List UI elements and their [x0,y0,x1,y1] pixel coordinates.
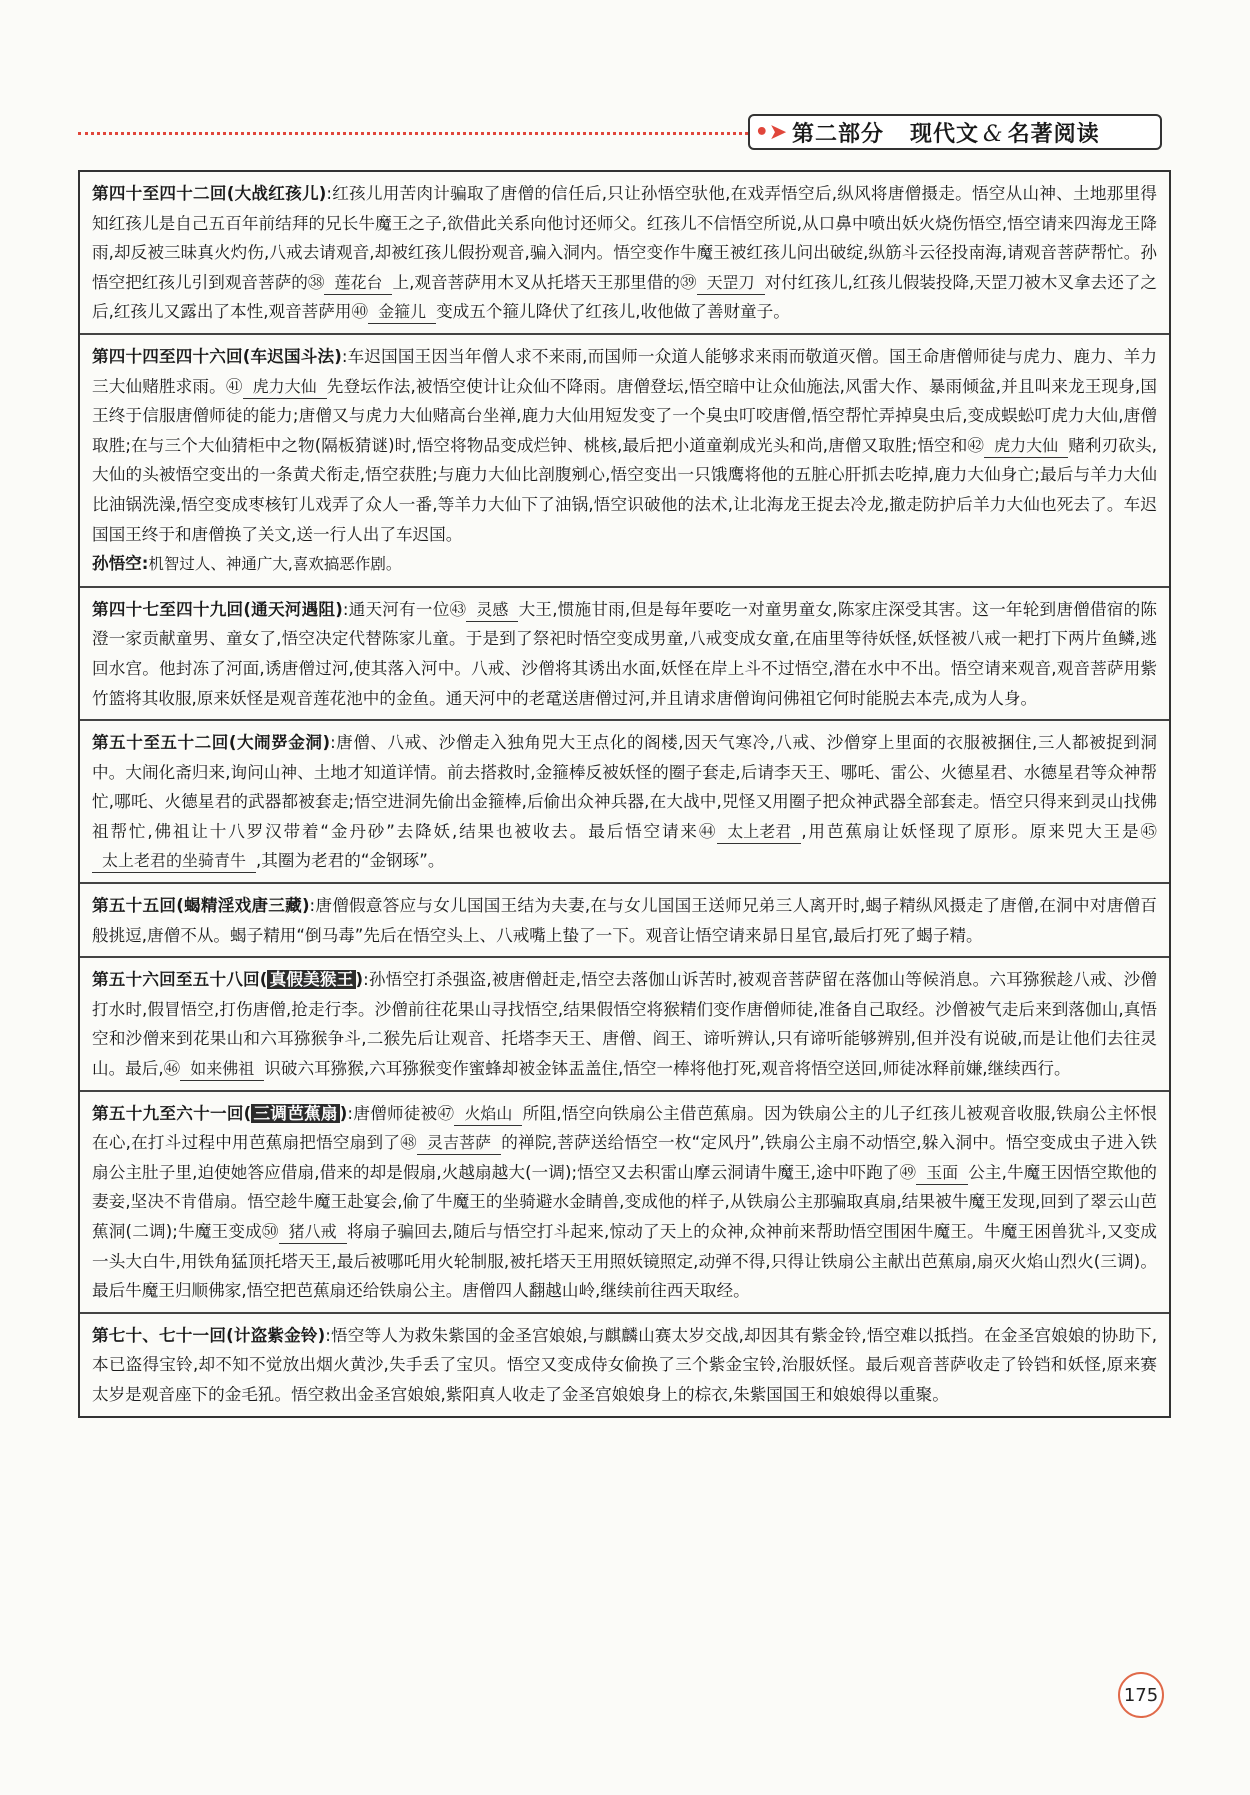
section-title: 第五十五回(蝎精淫戏唐三藏) [92,896,310,916]
section-title: 第五十至五十二回(大闹㖾金洞) [92,733,331,753]
section-banner [748,114,1162,150]
section-text: 上,观音菩萨用木叉从托塔天王那里借的㊴ [392,272,697,292]
section-text: :孙悟空打杀强盗,被唐僧赶走,悟空去落伽山诉苦时,被观音菩萨留在落伽山等候消息。六耳猕猴趁八戒、沙僧打水时,假冒悟空,打伤唐僧,抢走行李。沙僧前往花果山寻找悟空,结果假悟空将猴精们变作唐僧师徒,准备自己取经。沙僧被气走后来到落伽山,真悟空和沙僧来到花果山和六耳猕猴争斗,二猴先后让观音、托塔李天王、唐僧、阎王、谛听辨认,只有谛听能够辨别,但并没有说破,而是让他们去往灵山。最后,㊻ [92,970,1157,1079]
section-text: :唐僧假意答应与女儿国国王结为夫妻,在与女儿国国王送师兄弟三人离开时,蝎子精纵风摄走了唐僧,在洞中对唐僧百般挑逗,唐僧不从。蝎子精用“倒马毒”先后在悟空头上、八戒嘴上蛰了一下。观音让悟空请来昴日星官,最后打死了蝎子精。 [92,896,1157,945]
arrow-icon: •➤ [754,119,788,145]
section-chapter-44-46 [80,335,1169,588]
section-text: :悟空等人为救朱紫国的金圣宫娘娘,与麒麟山赛太岁交战,却因其有紫金铃,悟空难以抵挡。在金圣宫娘娘的协助下,本已盗得宝铃,却不知不觉放出烟火黄沙,失手丢了宝贝。悟空又变成侍女偷换了三个紫金宝铃,治服妖怪。最后观音菩萨收走了铃铛和妖怪,原来赛太岁是观音座下的金毛犼。悟空救出金圣宫娘娘,紫阳真人收走了金圣宫娘娘身上的棕衣,朱紫国国王和娘娘得以重聚。 [92,1325,1157,1404]
section-text: :红孩儿用苦肉计骗取了唐僧的信任后,只让孙悟空驮他,在戏弄悟空后,纵风将唐僧摄走。悟空从山神、土地那里得知红孩儿是自己五百年前结拜的兄长牛魔王之子,欲借此关系向他讨还师父。红孩儿不信悟空所说,从口鼻中喷出妖火烧伤悟空,悟空请来四海龙王降雨,却反被三昧真火灼伤,八戒去请观音,却被红孩儿假扮观音,骗入洞内。悟空变作牛魔王被红孩儿问出破绽,纵筋斗云径投南海,请观音菩萨帮忙。孙悟空把红孩儿引到观音菩萨的㊳ [92,184,1157,292]
section-title-a: 第五十六回至五十八回( [92,970,268,990]
section-title-a: 第五十九至六十一回( [92,1103,252,1123]
banner-title-b: 名著阅读 [1007,121,1100,147]
section-chapter-55 [80,884,1169,958]
section-chapter-47-49 [80,588,1169,721]
section-chapter-70-71 [80,1314,1169,1416]
section-title: 第七十、七十一回(计盗紫金铃) [92,1325,326,1345]
section-title-highlight: 真假美猴王 [269,970,354,990]
banner-amp: & [983,121,1004,147]
answer-blank: 如来佛祖 [180,1058,264,1081]
section-text: :唐僧师徒被㊼ [347,1103,455,1123]
section-text: 所阻,悟空向铁扇公主借芭蕉扇。因为铁扇公主的儿子红孩儿被观音收服,铁扇公主怀恨在心,在打斗过程中用芭蕉扇把悟空扇到了㊽ [92,1103,1157,1153]
section-text: 的禅院,菩萨送给悟空一枚“定风丹”,铁扇公主扇不动悟空,躲入洞中。悟空变成虫子进入铁扇公主肚子里,迫使她答应借扇,借来的却是假扇,火越扇越大(一调);悟空又去积雷山摩云洞请牛魔王,途中吓跑了㊾ [92,1133,1158,1182]
section-text: 将扇子骗回去,随后与悟空打斗起来,惊动了天上的众神,众神前来帮助悟空围困牛魔王。牛魔王困兽犹斗,又变成一头大白牛,用铁角猛顶托塔天王,最后被哪吒用火轮制服,被托塔天王用照妖镜照定,动弹不得,只得让铁扇公主献出芭蕉扇,扇灭火焰山烈火(三调)。最后牛魔王归顺佛家,悟空把芭蕉扇还给铁扇公主。唐僧四人翻越山岭,继续前往西天取经。 [92,1222,1157,1301]
answer-blank: 金箍儿 [368,301,436,324]
section-text: 变成五个箍儿降伏了红孩儿,收他做了善财童子。 [436,302,790,322]
page-number: 175 [1118,1672,1164,1718]
section-chapter-59-61 [80,1092,1169,1314]
section-title-b: ) [355,970,364,990]
section-text: :通天河有一位㊸ [342,599,467,619]
answer-blank: 灵感 [466,599,518,622]
answer-blank: 莲花台 [324,272,392,295]
note-text: 机智过人、神通广大,喜欢搞恶作剧。 [148,555,402,574]
section-text: :车迟国国王因当年僧人求不来雨,而国师一众道人能够求来雨而敬道灭僧。国王命唐僧师徒与虎力、鹿力、羊力三大仙赌胜求雨。㊶ [92,346,1157,396]
section-text: 识破六耳猕猴,六耳猕猴变作蜜蜂却被金钵盂盖住,悟空一棒将他打死,观音将悟空送回,师徒冰释前嫌,继续西行。 [264,1059,1071,1079]
section-text: ,用芭蕉扇让妖怪现了原形。原来兕大王是㊺ [801,821,1157,841]
answer-blank: 火焰山 [454,1103,522,1126]
section-chapter-50-52 [80,721,1169,884]
answer-blank: 天罡刀 [697,272,765,295]
banner-text [792,117,1100,148]
answer-blank: 太上老君 [717,821,801,844]
answer-blank: 灵吉菩萨 [417,1132,501,1155]
answer-blank: 猪八戒 [279,1221,347,1244]
section-text: 对付红孩儿,红孩儿假装投降,天罡刀被木叉拿去还了之后,红孩儿又露出了本性,观音菩萨用㊵ [92,272,1157,322]
answer-blank: 虎力大仙 [984,435,1068,458]
section-text: ,其圈为老君的“金钢琢”。 [256,851,445,871]
section-title: 第四十至四十二回(大战红孩儿) [92,184,327,203]
section-title-highlight: 三调芭蕉扇 [253,1103,338,1123]
banner-part: 第二部分 [792,121,885,147]
section-text: 赌利刃砍头,大仙的头被悟空变出的一条黄犬衔走,悟空获胜;与鹿力大仙比剖腹剜心,悟空变出一只饿鹰将他的五脏心肝抓去吃掉,鹿力大仙身亡;最后与羊力大仙比油锅洗澡,悟空变成枣核钉儿戏弄了众人一番,等羊力大仙下了油锅,悟空识破他的法术,让北海龙王捉去冷龙,撤走防护后羊力大仙也死去了。车迟国国王终于和唐僧换了关文,送一行人出了车迟国。 [92,435,1157,544]
section-title-b: ) [339,1103,348,1123]
summary-table [78,170,1171,1418]
section-text: 大王,惯施甘雨,但是每年要吃一对童男童女,陈家庄深受其害。这一年轮到唐僧借宿的陈澄一家贡献童男、童女了,悟空决定代替陈家儿童。于是到了祭祀时悟空变成男童,八戒变成女童,在庙里等待妖怪,妖怪被八戒一耙打下两片鱼鳞,逃回水宫。他封冻了河面,诱唐僧过河,使其落入河中。八戒、沙僧将其诱出水面,妖怪在岸上斗不过悟空,潜在水中不出。悟空请来观音,观音菩萨用紫竹篮将其收服,原来妖怪是观音莲花池中的金鱼。通天河中的老鼋送唐僧过河,并且请求唐僧询问佛祖它何时能脱去本壳,成为人身。 [92,599,1158,708]
note-label: 孙悟空: [92,554,149,574]
section-text: 先登坛作法,被悟空使计让众仙不降雨。唐僧登坛,悟空暗中让众仙施法,风雷大作、暴雨倾盆,并且叫来龙王现身,国王终于信服唐僧师徒的能力;唐僧又与虎力大仙赌高台坐禅,鹿力大仙用短发变了一个臭虫叮咬唐僧,悟空帮忙弄掉臭虫后,变成蜈蚣叮虎力大仙,唐僧取胜;在与三个大仙猜柜中之物(隔板猜谜)时,悟空将物品变成烂钟、桃核,最后把小道童剃成光头和尚,唐僧又取胜;悟空和㊷ [92,376,1158,455]
dotted-rule [78,132,748,135]
answer-blank: 虎力大仙 [243,376,327,399]
section-chapter-56-58 [80,958,1169,1091]
section-chapter-40-42 [80,172,1169,335]
answer-blank: 太上老君的坐骑青牛 [92,850,256,873]
answer-blank: 玉面 [916,1162,968,1185]
section-title: 第四十四至四十六回(车迟国斗法) [92,346,342,366]
banner-title-a: 现代文 [910,121,980,147]
section-text: 公主,牛魔王因悟空欺他的妻妾,坚决不肯借扇。悟空趁牛魔王赴宴会,偷了牛魔王的坐骑避水金睛兽,变成他的样子,从铁扇公主那骗取真扇,结果被牛魔王发现,回到了翠云山芭蕉洞(二调);牛魔王变成㊿ [92,1162,1158,1241]
section-title: 第四十七至四十九回(通天河遇阻) [92,599,343,619]
section-text: :唐僧、八戒、沙僧走入独角兕大王点化的阁楼,因天气寒冷,八戒、沙僧穿上里面的衣服被捆住,三人都被捉到洞中。大闹化斋归来,询问山神、土地才知道详情。前去搭救时,金箍棒反被妖怪的圈子套走,后请李天王、哪吒、雷公、火德星君、水德星君等众神帮忙,哪吒、火德星君的武器都被套走;悟空进洞先偷出金箍棒,后偷出众神兵器,在大战中,兕怪又用圈子把众神武器全部套走。悟空只得来到灵山找佛祖帮忙,佛祖让十八罗汉带着“金丹砂”去降妖,结果也被收去。最后悟空请来㊹ [92,733,1157,841]
page-header [0,112,1250,156]
